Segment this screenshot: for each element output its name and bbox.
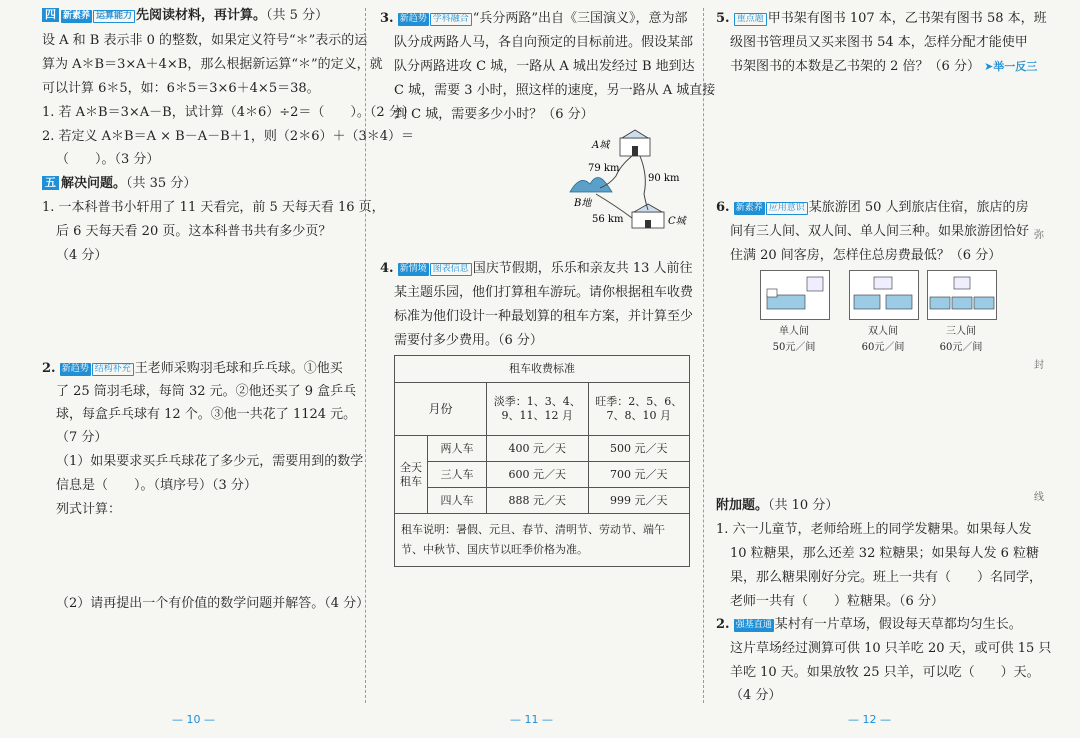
margin-mark: 封 bbox=[1034, 360, 1044, 371]
room-name: 三人间 bbox=[946, 326, 976, 337]
bonus-1-line: 10 粒糖果，那么还差 32 粒糖果；如果每人发 6 粒糖 bbox=[730, 546, 1040, 561]
problem-text: “兵分两路”出自《三国演义》，意为部 bbox=[472, 11, 688, 26]
question-2-answer: （ ）。（3 分） bbox=[56, 152, 160, 167]
problem-4-line: 4. 新情境 图表信息 国庆节假期，乐乐和亲友共 13 人前往 bbox=[380, 261, 693, 276]
bonus-1-line: 1. 六一儿童节，老师给班上的同学发糖果。如果每人发 bbox=[716, 522, 1032, 537]
table-header-month: 月份 bbox=[395, 383, 487, 436]
section-title: 先阅读材料，再计算。 bbox=[136, 8, 267, 23]
double-room-image bbox=[849, 270, 919, 320]
problem-4-line: 标准为他们设计一种最划算的租车方案，并计算至少 bbox=[394, 309, 694, 324]
distance-bc: 56 km bbox=[592, 214, 624, 225]
section-five-heading bbox=[42, 174, 196, 194]
problem-3-line: 3. 新趋势 学科融合 “兵分两路”出自《三国演义》，意为部 bbox=[380, 11, 688, 26]
tag-badge: 应用意识 bbox=[766, 202, 808, 215]
rental-fee-table bbox=[394, 355, 690, 567]
table-row bbox=[395, 436, 690, 462]
tag-badge: 新趋势 bbox=[61, 364, 89, 374]
tag-badge: 新素养 bbox=[735, 203, 763, 213]
bonus-1-line: 老师一共有（ ）粒糖果。（6 分） bbox=[730, 594, 944, 609]
label-a: A城 bbox=[592, 140, 610, 151]
bonus-2-line: （4 分） bbox=[730, 688, 782, 703]
castle-c-icon bbox=[632, 204, 664, 228]
single-room-image bbox=[760, 270, 830, 320]
question-1: 1. 若 A＊B＝3×A－B，试计算（4＊6）÷2＝（ ）。（2 分） bbox=[42, 105, 415, 120]
high-price: 700 元／天 bbox=[588, 462, 690, 488]
problem-5-line: 5. 重点题 甲书架有图书 107 本，乙书架有图书 58 本，班 bbox=[716, 11, 1047, 26]
section-score: （共 5 分） bbox=[266, 8, 329, 23]
problem-text: 国庆节假期，乐乐和亲友共 13 人前往 bbox=[472, 261, 693, 276]
problem-1-line: 1. 一本科普书小轩用了 11 天看完，前 5 天每天看 16 页， bbox=[42, 200, 385, 215]
problem-text: 某旅游团 50 人到旅店住宿，旅店的房 bbox=[808, 200, 1029, 215]
room-name: 双人间 bbox=[868, 326, 898, 337]
problem-1-line: 后 6 天每天看 20 页。这本科普书共有多少页？ bbox=[56, 224, 332, 239]
room-name: 单人间 bbox=[779, 326, 809, 337]
table-row bbox=[395, 462, 690, 488]
section-number: 五 bbox=[42, 176, 59, 190]
problem-text: 甲书架有图书 107 本，乙书架有图书 58 本，班 bbox=[767, 11, 1047, 26]
page-number: — 11 — bbox=[510, 713, 553, 726]
column-divider bbox=[703, 8, 704, 703]
subquestion-2: （2）请再提出一个有价值的数学问题并解答。（4 分） bbox=[56, 596, 370, 611]
section-score: （共 35 分） bbox=[126, 176, 197, 191]
problem-1-line: （4 分） bbox=[56, 248, 108, 263]
car-type: 两人车 bbox=[428, 436, 487, 462]
table-row bbox=[395, 488, 690, 514]
triple-room-image bbox=[927, 270, 997, 320]
problem-3-line: 队分两路进攻 C 城，一路从 A 城出发经过 B 地到达 bbox=[394, 59, 695, 74]
tag-badge: 重点题 bbox=[734, 13, 767, 26]
problem-3-line: 队分成两路人马，各自向预定的目标前进。假设某部 bbox=[394, 35, 694, 50]
problem-5-line: 书架图书的本数是乙书架的 2 倍？（6 分） ➤举一反三 bbox=[730, 59, 1038, 74]
table-group-label: 全天 租车 bbox=[395, 436, 428, 514]
room-price: 60元／间 bbox=[939, 342, 983, 353]
bonus-2-line: 这片草场经过测算可供 10 只羊吃 20 天，或可供 15 只 bbox=[730, 641, 1052, 656]
material-line: 可以计算 6＊5，如：6＊5＝3×6＋4×5＝38。 bbox=[42, 81, 320, 96]
route-a-c bbox=[640, 156, 648, 210]
low-price: 400 元／天 bbox=[487, 436, 589, 462]
car-type: 三人车 bbox=[428, 462, 487, 488]
problem-4-line: 需要付多少费用。（6 分） bbox=[394, 333, 543, 348]
room-price: 50元／间 bbox=[772, 342, 816, 353]
problem-3-line: 到 C 城，需要多少小时？（6 分） bbox=[394, 107, 594, 122]
tag-badge: 新趋势 bbox=[399, 14, 427, 24]
problem-6-line: 6. 新素养 应用意识 某旅游团 50 人到旅店住宿，旅店的房 bbox=[716, 200, 1029, 215]
problem-2-line: 2. 新趋势 结构补充 王老师采购羽毛球和乒乓球。①他买 bbox=[42, 361, 343, 376]
distance-ab: 79 km bbox=[588, 163, 620, 174]
tag-badge: 图表信息 bbox=[430, 263, 472, 276]
section-four-heading bbox=[42, 6, 328, 26]
practice-link[interactable]: ➤举一反三 bbox=[984, 60, 1038, 73]
tag-badge: 学科融合 bbox=[430, 13, 472, 26]
material-line: 算为 A＊B＝3×A＋4×B，那么根据新运算“＊”的定义，就 bbox=[42, 57, 383, 72]
car-type: 四人车 bbox=[428, 488, 487, 514]
problem-text: 王老师采购羽毛球和乒乓球。①他买 bbox=[134, 361, 343, 376]
bonus-2-line: 2. 强基直通 某村有一片草场，假设每天草都均匀生长。 bbox=[716, 617, 1022, 632]
high-price: 500 元／天 bbox=[588, 436, 690, 462]
table-title: 租车收费标准 bbox=[395, 356, 690, 383]
tag-badge: 强基直通 bbox=[735, 620, 772, 630]
tag-badge: 结构补充 bbox=[92, 363, 134, 376]
material-line: 设 A 和 B 表示非 0 的整数，如果定义符号“＊”表示的运 bbox=[42, 33, 368, 48]
high-price: 999 元／天 bbox=[588, 488, 690, 514]
problem-6-line: 间有三人间、双人间、单人间三种。如果旅游团恰好 bbox=[730, 224, 1030, 239]
label-b: B地 bbox=[574, 198, 592, 209]
page-number: — 12 — bbox=[848, 713, 891, 726]
question-2: 2. 若定义 A＊B＝A × B－A－B＋1，则（2＊6）＋（3＊4）＝ bbox=[42, 129, 415, 144]
room-price: 60元／间 bbox=[861, 342, 905, 353]
margin-mark: 弥 bbox=[1034, 230, 1044, 241]
problem-4-line: 某主题乐园，他们打算租车游玩。请你根据租车收费 bbox=[394, 285, 694, 300]
tag-badge: 运算能力 bbox=[93, 10, 135, 23]
bonus-heading: 附加题。（共 10 分） bbox=[716, 498, 839, 513]
low-price: 888 元／天 bbox=[487, 488, 589, 514]
section-title: 解决问题。 bbox=[61, 176, 127, 191]
page-number: — 10 — bbox=[172, 713, 215, 726]
section-number: 四 bbox=[42, 8, 59, 22]
castle-a-icon bbox=[620, 130, 650, 156]
problem-2-line: 了 25 筒羽毛球，每筒 32 元。②他还买了 9 盒乒乓 bbox=[56, 384, 357, 399]
problem-2-line: 球，每盒乒乓球有 12 个。③他一共花了 1124 元。 bbox=[56, 407, 357, 422]
problem-5-line: 级图书管理员又买来图书 54 本，怎样分配才能使甲 bbox=[730, 35, 1028, 50]
route-map bbox=[560, 126, 700, 234]
tag-badge: 新素养 bbox=[63, 11, 91, 21]
bonus-1-line: 果，那么糖果刚好分完。班上一共有（ ）名同学， bbox=[730, 570, 1043, 585]
problem-2-line: （7 分） bbox=[56, 430, 108, 445]
problem-text: 某村有一片草场，假设每天草都均匀生长。 bbox=[774, 617, 1022, 632]
subquestion-1: 列式计算： bbox=[56, 502, 122, 517]
problem-6-line: 住满 20 间客房，怎样住总房费最低？（6 分） bbox=[730, 248, 1002, 263]
bonus-2-line: 羊吃 10 天。如果放牧 25 只羊，可以吃（ ）天。 bbox=[730, 665, 1040, 680]
label-c: C城 bbox=[668, 216, 686, 227]
table-header-high: 旺季：2、5、6、 7、8、10 月 bbox=[588, 383, 690, 436]
subquestion-1: （1）如果要求买乒乓球花了多少元，需要用到的数学 bbox=[56, 454, 364, 469]
table-header-low: 淡季：1、3、4、 9、11、12 月 bbox=[487, 383, 589, 436]
tag-badge: 新情境 bbox=[399, 264, 427, 274]
distance-ac: 90 km bbox=[648, 173, 680, 184]
table-note: 租车说明：暑假、元旦、春节、清明节、劳动节、端午 节、中秋节、国庆节以旺季价格为准。 bbox=[395, 514, 690, 567]
problem-3-line: C 城，需要 3 小时，照这样的速度，另一路从 A 城直接 bbox=[394, 83, 716, 98]
margin-mark: 线 bbox=[1034, 492, 1044, 503]
subquestion-1: 信息是（ ）。（填序号）（3 分） bbox=[56, 478, 257, 493]
low-price: 600 元／天 bbox=[487, 462, 589, 488]
